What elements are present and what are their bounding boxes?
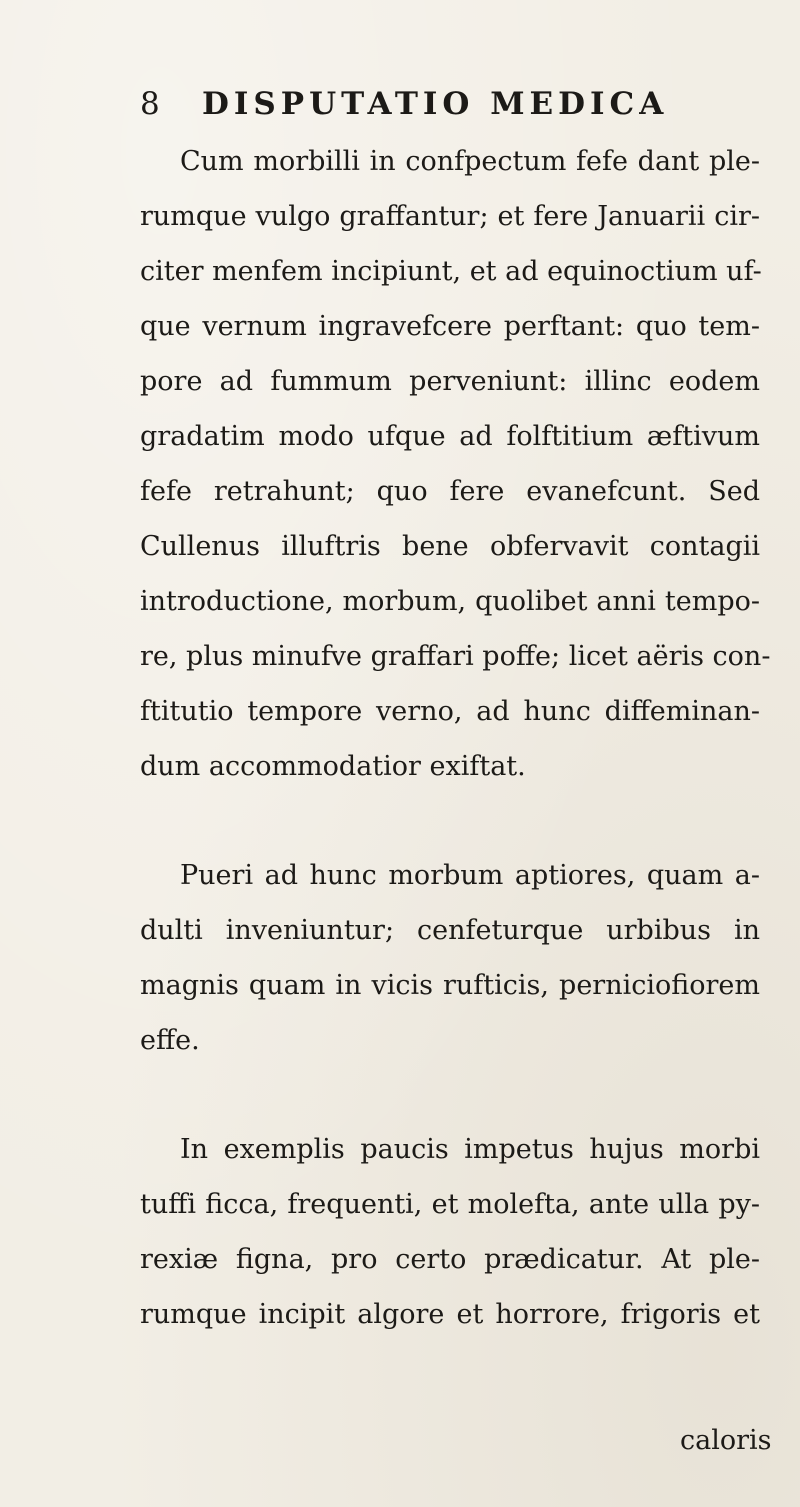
- text-line: rumque incipit algore et horrore, frigoris et: [140, 1299, 760, 1330]
- text-line: Cum morbilli in confpectum fefe dant ple-: [180, 146, 760, 177]
- page-number: 8: [140, 86, 165, 122]
- text-line: re, plus minufve graffari poffe; licet aëris con-: [140, 641, 771, 672]
- text-line: Cullenus illuftris bene obfervavit contagii: [140, 531, 760, 562]
- catchword: caloris: [680, 1425, 772, 1456]
- text-line: rexiæ figna, pro certo prædicatur. At ple-: [140, 1244, 760, 1275]
- paragraph-2: [140, 848, 760, 1068]
- text-line: citer menfem incipiunt, et ad equinoctium uf-: [140, 256, 762, 287]
- text-line: rumque vulgo graffantur; et fere Januarii cir-: [140, 201, 760, 232]
- body-text: [140, 134, 771, 1342]
- text-line: introductione, morbum, quolibet anni tempo-: [140, 586, 760, 617]
- text-line: magnis quam in vicis rufticis, perniciofiorem: [140, 970, 760, 1001]
- paragraph-3: [140, 1122, 760, 1342]
- paragraph-1: [140, 134, 771, 794]
- text-line: In exemplis paucis impetus hujus morbi: [180, 1134, 760, 1165]
- text-line: pore ad fummum perveniunt: illinc eodem: [140, 366, 760, 397]
- text-line: gradatim modo ufque ad folftitium æftivum: [140, 421, 760, 452]
- running-head-title: DISPUTATIO MEDICA: [202, 86, 669, 122]
- text-line: dum accommodatior exiftat.: [140, 751, 526, 782]
- text-line: Pueri ad hunc morbum aptiores, quam a-: [180, 860, 760, 891]
- text-line: effe.: [140, 1025, 200, 1056]
- text-line: dulti inveniuntur; cenfeturque urbibus in: [140, 915, 760, 946]
- text-line: fefe retrahunt; quo fere evanefcunt. Sed: [140, 476, 760, 507]
- text-line: tuffi ficca, frequenti, et molefta, ante ulla py-: [140, 1189, 760, 1220]
- text-line: ftitutio tempore verno, ad hunc diffeminan-: [140, 696, 760, 727]
- text-line: que vernum ingravefcere perftant: quo tem-: [140, 311, 760, 342]
